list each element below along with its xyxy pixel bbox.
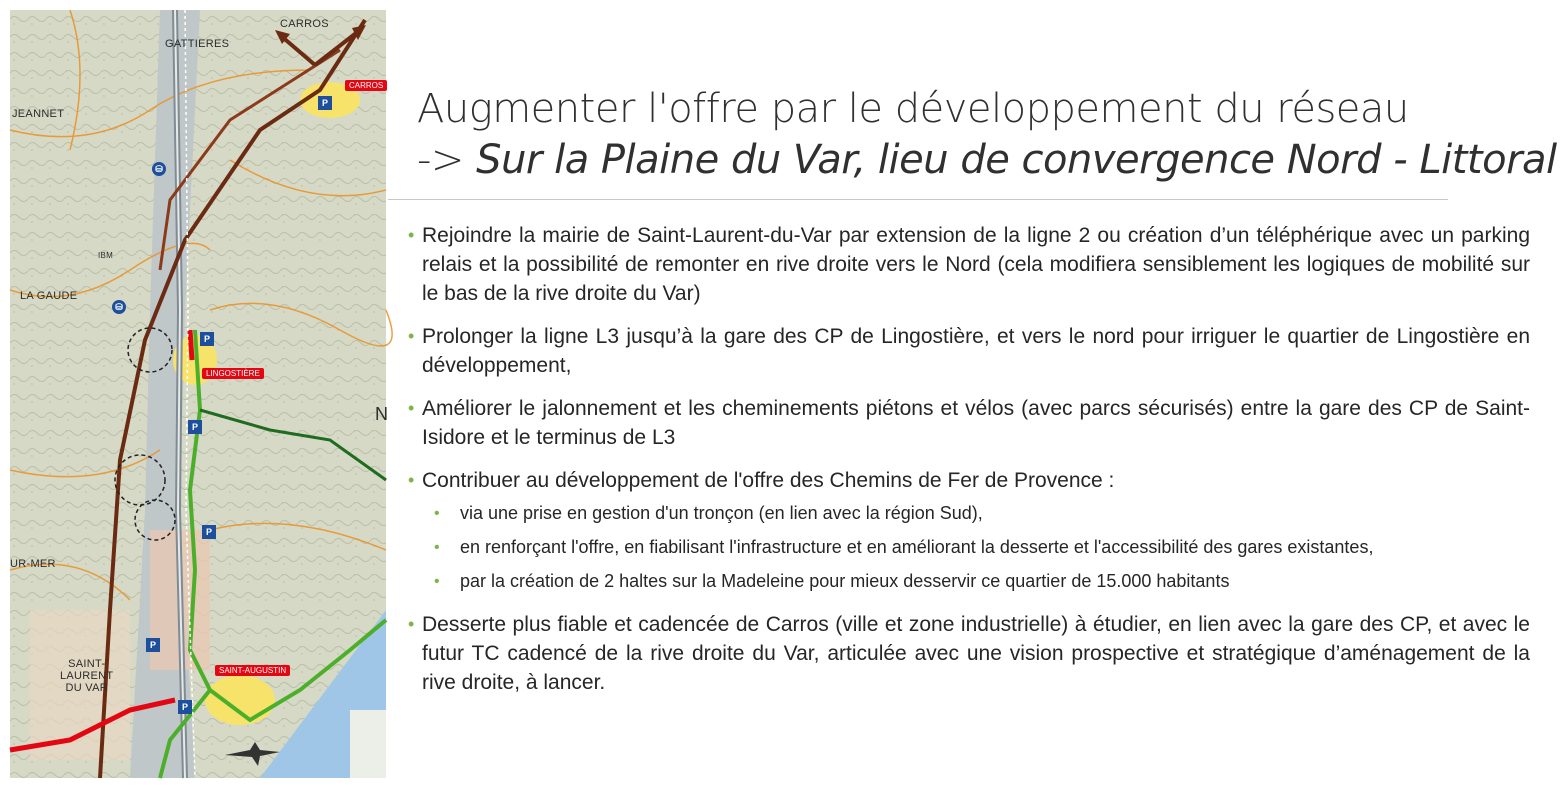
bullet-item (408, 221, 1530, 308)
bullet-text: Prolonger la ligne L3 jusqu’à la gare des CP de Lingostière, et vers le nord pour irriguer le quartier de Lingostière en développement, (422, 325, 1530, 377)
bullet-text: Rejoindre la mairie de Saint-Laurent-du-Var par extension de la ligne 2 ou création d’un téléphérique avec un parking relais et la possibilité de remonter en rive droite vers le Nord (cela modifiera sensiblement les logiques de mobilité sur le bas de la rive droite du Var) (422, 224, 1530, 305)
bullet-item (408, 466, 1530, 495)
parking-icon: P (146, 638, 160, 652)
title-divider (388, 199, 1448, 200)
bullet-item (408, 322, 1530, 380)
sub-bullet-item (408, 501, 1530, 526)
sub-bullet-text: par la création de 2 haltes sur la Madeleine pour mieux desservir ce quartier de 15.000 habitants (460, 571, 1230, 591)
map-label-gattieres: GATTIERES (165, 38, 230, 50)
map-tag-saint-augustin: SAINT-AUGUSTIN (215, 665, 290, 676)
sub-bullet-text: via une prise en gestion d'un tronçon (en lien avec la région Sud), (460, 503, 983, 523)
transport-map (10, 10, 389, 778)
bullet-text: Contribuer au développement de l'offre des Chemins de Fer de Provence : (422, 469, 1115, 492)
sub-bullet-marker-icon: • (434, 573, 440, 590)
sub-bullet-marker-icon: • (434, 505, 440, 522)
bullet-marker-icon: • (408, 225, 415, 245)
page-title (417, 84, 1567, 186)
bullet-marker-icon: • (408, 614, 415, 634)
map-label-la-gaude: LA GAUDE (20, 290, 78, 302)
parking-icon: P (318, 96, 332, 110)
bullet-marker-icon: • (408, 326, 415, 346)
map-label-carros: CARROS (280, 18, 329, 30)
sub-bullet-text: en renforçant l'offre, en fiabilisant l'infrastructure et en améliorant la desserte et l'accessibilité des gares existantes, (460, 537, 1374, 557)
sub-bullet-item (408, 535, 1530, 560)
title-line-2-emphasis: Sur la Plaine du Var, lieu de convergence Nord - Littoral (476, 137, 1557, 183)
map-tag-lingostiere: LINGOSTIÈRE (202, 368, 264, 379)
bullet-item (408, 394, 1530, 452)
parking-icon: P (200, 332, 214, 346)
map-label-n: N (375, 404, 389, 424)
bullet-marker-icon: • (408, 470, 415, 490)
cable-car-icon: ⛁ (112, 300, 126, 314)
map-label-ur-mer: UR-MER (10, 558, 56, 570)
map-tag-carros: CARROS (345, 80, 387, 91)
map-label-ibm: IBM (98, 251, 114, 260)
bullet-list (408, 221, 1530, 711)
bullet-text: Desserte plus fiable et cadencée de Carros (ville et zone industrielle) à étudier, en lien avec la gare des CP, et avec le futur TC cadencé de la rive droite du Var, articulée avec une vision prospective et stratégique d’aménagement de la rive droite, à lancer. (422, 613, 1530, 694)
sub-bullet-list (408, 501, 1530, 594)
map-label-jeannet: JEANNET (12, 108, 65, 120)
map-label-saint-laurent: SAINT- LAURENT DU VAR (60, 658, 114, 694)
parking-icon: P (202, 525, 216, 539)
cable-car-icon: ⛁ (152, 162, 166, 176)
sub-bullet-item (408, 569, 1530, 594)
title-line-2 (417, 135, 1567, 186)
title-line-2-prefix: -> (417, 137, 477, 183)
bullet-text: Améliorer le jalonnement et les cheminements piétons et vélos (avec parcs sécurisés) entre la gare des CP de Saint-Isidore et le terminus de L3 (422, 397, 1530, 449)
bullet-item (408, 610, 1530, 697)
bullet-marker-icon: • (408, 398, 415, 418)
sub-bullet-marker-icon: • (434, 539, 440, 556)
parking-icon: P (188, 420, 202, 434)
parking-icon: P (178, 700, 192, 714)
title-line-1: Augmenter l'offre par le développement du réseau (417, 86, 1409, 132)
